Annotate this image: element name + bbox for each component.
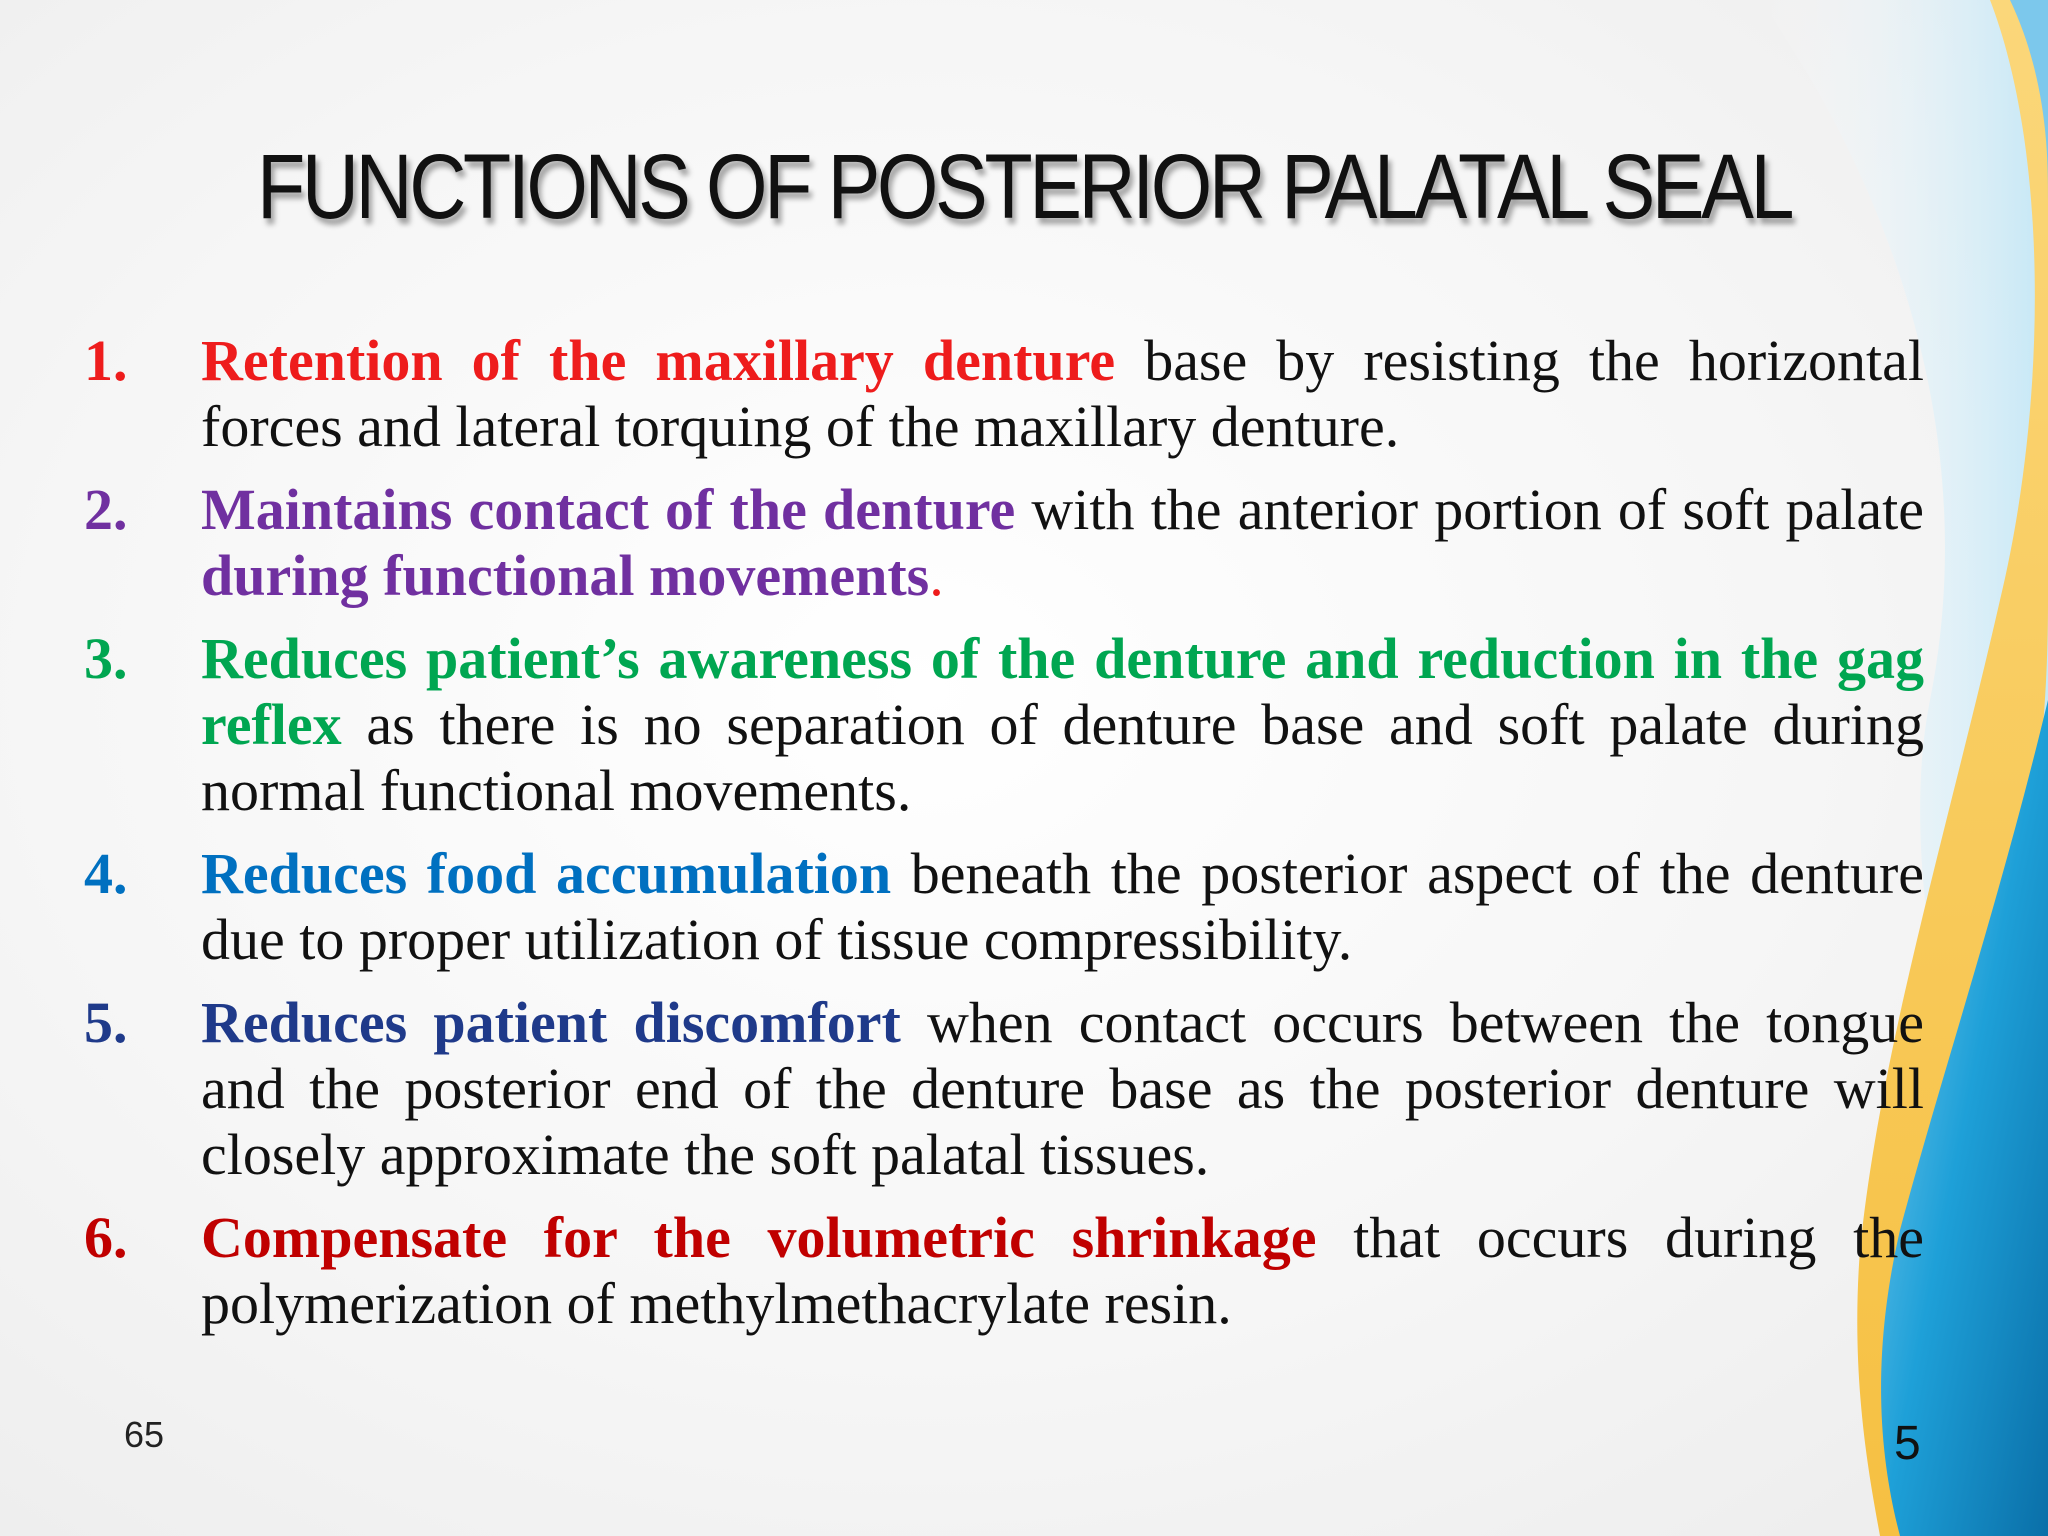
- item-rest: when contact occurs between the tongue and the posterior end of the denture base as the posterior denture will closely approximate the soft palatal tissues.: [201, 990, 1924, 1187]
- list-item: [84, 477, 1924, 609]
- item-rest: that occurs during the polymerization of methylmethacrylate resin.: [201, 1205, 1924, 1336]
- item-rest: beneath the posterior aspect of the denture due to proper utilization of tissue compressibility.: [201, 841, 1925, 972]
- item-text: [201, 626, 1924, 824]
- item-highlight: Reduces food accumulation: [201, 841, 892, 906]
- item-end: .: [929, 543, 944, 608]
- item-text: [201, 1205, 1924, 1337]
- list-item: [84, 626, 1924, 824]
- slide-title: FUNCTIONS OF POSTERIOR PALATAL SEAL: [256, 136, 1792, 238]
- item-highlight: Reduces patient’s awareness of the denture and reduction in the gag reflex: [201, 626, 1924, 757]
- page-number-right: 5: [1894, 1417, 1921, 1470]
- item-text: [201, 477, 1924, 609]
- item-highlight-2: during functional movements: [201, 543, 930, 608]
- list-item: [84, 1205, 1924, 1337]
- item-number: 4.: [84, 841, 128, 906]
- list-item: [84, 990, 1924, 1188]
- item-highlight: Maintains contact of the denture: [201, 477, 1016, 542]
- item-rest: as there is no separation of denture base and soft palate during normal functional movements.: [201, 692, 1924, 823]
- item-highlight: Compensate for the volumetric shrinkage: [201, 1205, 1317, 1270]
- item-rest: with the anterior portion of soft palate: [1015, 477, 1924, 542]
- item-rest: base by resisting the horizontal forces and lateral torquing of the maxillary denture.: [201, 328, 1924, 459]
- page-number-left: 65: [124, 1414, 165, 1455]
- item-text: [201, 841, 1924, 973]
- functions-list: [84, 328, 1924, 1354]
- item-number: 6.: [84, 1205, 128, 1270]
- item-highlight: Retention of the maxillary denture: [201, 328, 1116, 393]
- item-number: 2.: [84, 477, 128, 542]
- item-number: 5.: [84, 990, 128, 1055]
- item-highlight: Reduces patient discomfort: [201, 990, 901, 1055]
- item-text: [201, 990, 1924, 1188]
- list-item: [84, 841, 1924, 973]
- item-text: [201, 328, 1924, 460]
- list-item: [84, 328, 1924, 460]
- item-number: 1.: [84, 328, 128, 393]
- item-number: 3.: [84, 626, 128, 691]
